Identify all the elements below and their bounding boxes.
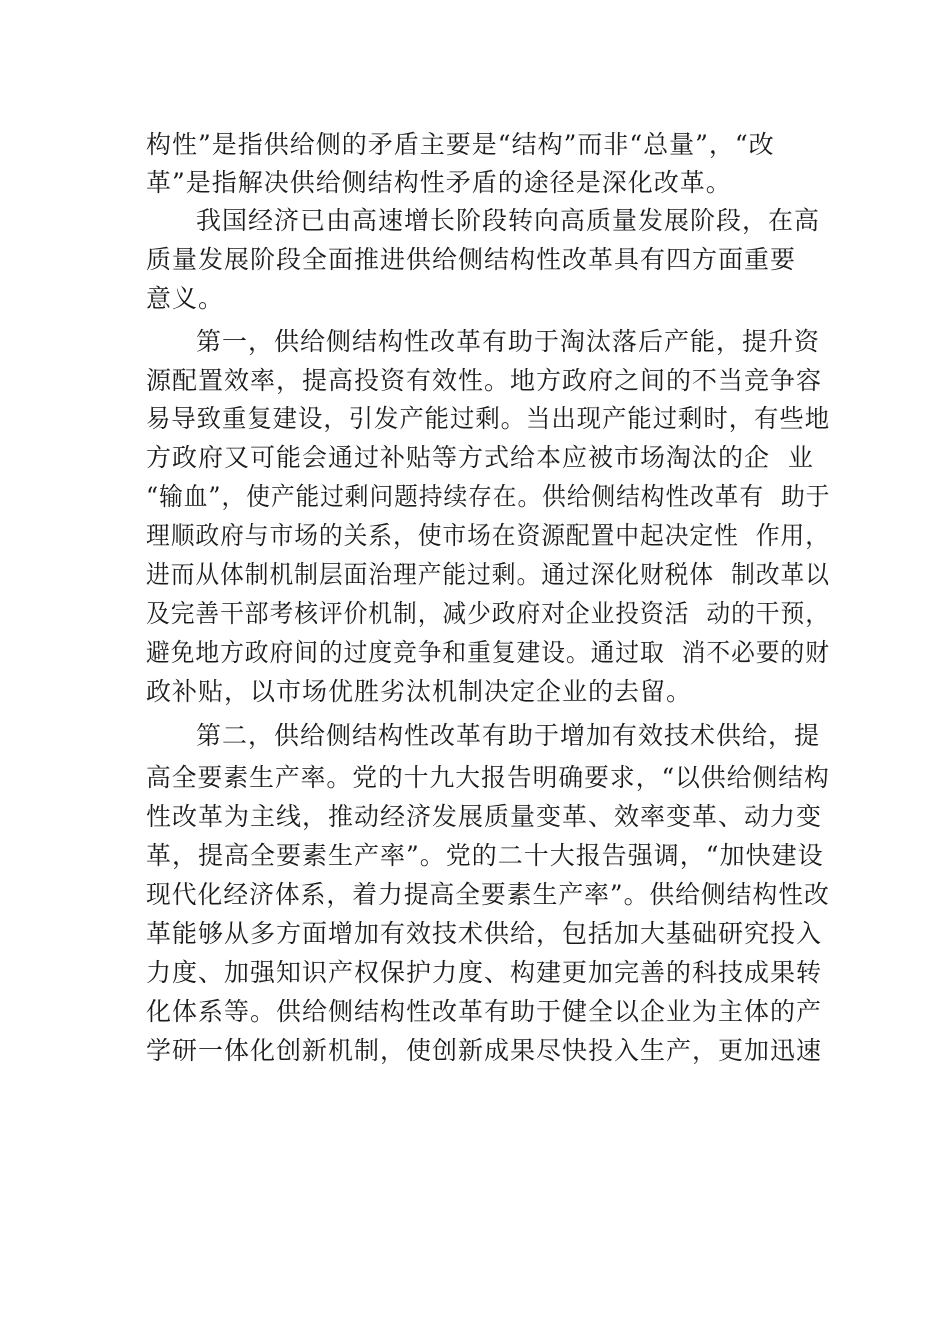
text-line: 进而从体制机制层面治理产能过剩。通过深化财税体 制改革以 <box>146 560 830 589</box>
text-line: 力度、加强知识产权保护力度、构建更加完善的科技成果转 <box>146 958 823 987</box>
text-line: 构性”是指供给侧的矛盾主要是“结构”而非“总量”，“改 <box>146 130 775 159</box>
text-line: 化体系等。供给侧结构性改革有助于健全以企业为主体的产 <box>146 997 823 1026</box>
paragraph-first-line: 我国经济已由高速增长阶段转向高质量发展阶段，在高 <box>196 206 821 235</box>
text-line: 及完善干部考核评价机制，减少政府对企业投资活 动的干预， <box>146 599 830 628</box>
text-line: 革”是指解决供给侧结构性矛盾的途径是深化改革。 <box>146 168 732 197</box>
text-line: 性改革为主线，推动经济发展质量变革、效率变革、动力变 <box>146 802 823 831</box>
text-line: 源配置效率，提高投资有效性。地方政府之间的不当竞争容 <box>146 366 823 395</box>
text-line: 方政府又可能会通过补贴等方式给本应被市场淘汰的企 业 <box>146 443 814 472</box>
text-line: 革能够从多方面增加有效技术供给，包括加大基础研究投入 <box>146 919 823 948</box>
text-line: 易导致重复建设，引发产能过剩。当出现产能过剩时，有些地 <box>146 404 831 433</box>
text-line: 高全要素生产率。党的十九大报告明确要求，“以供给侧结构 <box>146 763 830 792</box>
paragraph-first-line: 第一，供给侧结构性改革有助于淘汰落后产能，提升资 <box>196 327 821 356</box>
text-line: 政补贴，以市场优胜劣汰机制决定企业的去留。 <box>146 677 693 706</box>
text-line: “输血”，使产能过剩问题持续存在。供给侧结构性改革有 助于 <box>146 482 831 511</box>
text-line: 意义。 <box>146 284 225 313</box>
text-line: 理顺政府与市场的关系，使市场在资源配置中起决定性 作用， <box>146 521 830 550</box>
text-line: 现代化经济体系，着力提高全要素生产率”。供给侧结构性改 <box>146 880 830 909</box>
paragraph-first-line: 第二，供给侧结构性改革有助于增加有效技术供给，提 <box>196 721 821 750</box>
text-line: 革，提高全要素生产率”。党的二十大报告强调，“加快建设 <box>146 841 824 870</box>
text-line: 学研一体化创新机制，使创新成果尽快投入生产，更加迅速 <box>146 1036 823 1065</box>
text-line: 质量发展阶段全面推进供给侧结构性改革具有四方面重要 <box>146 245 797 274</box>
text-line: 避免地方政府间的过度竞争和重复建设。通过取 消不必要的财 <box>146 638 830 667</box>
